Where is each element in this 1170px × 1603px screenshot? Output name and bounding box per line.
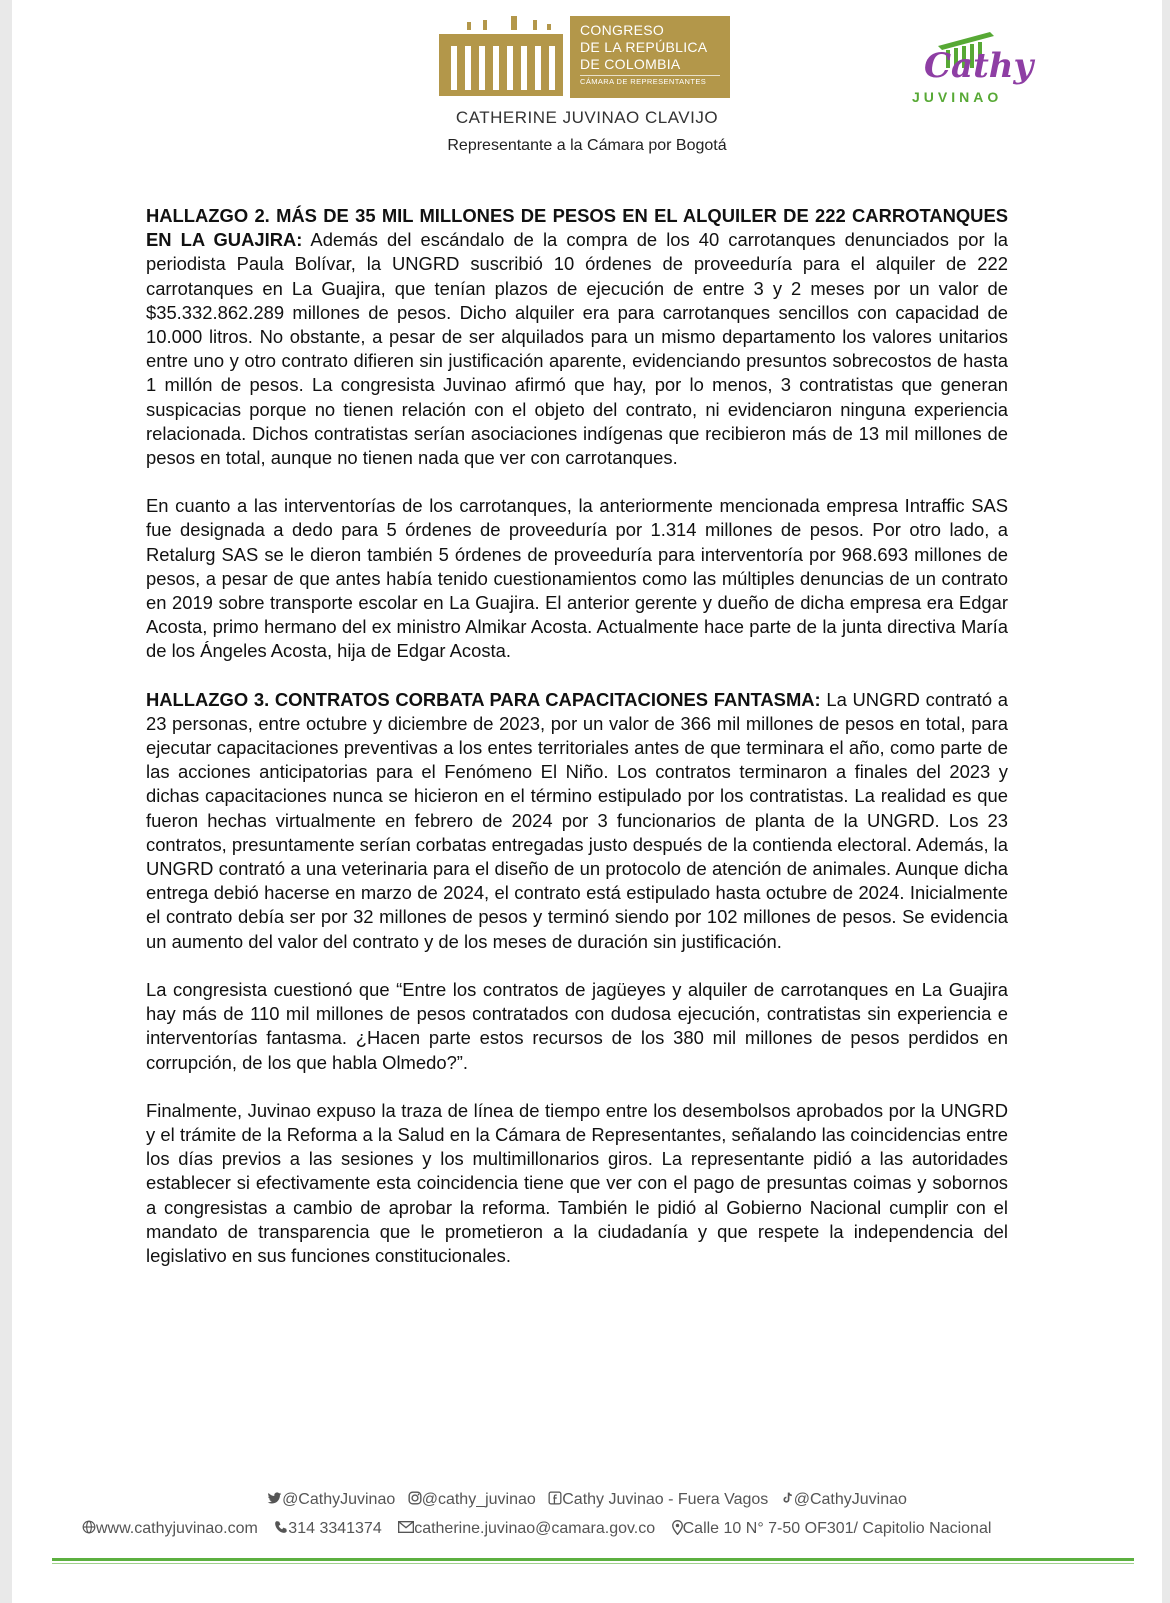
phone-link[interactable] [274,1520,386,1537]
capitol-building-icon [437,16,565,98]
representative-name: CATHERINE JUVINAO CLAVIJO [455,108,719,127]
instagram-link[interactable] [408,1491,541,1508]
congreso-line: DE COLOMBIA [580,56,681,72]
hallazgo-2-text: Además del escándalo de la compra de los 40 carrotanques denunciados por la periodista Paula Bolívar, la UNGRD suscribió 10 órdenes de proveeduría para el alquiler de 222 carrotanques en La Guajira, que tenían plazos de ejecución de entre 3 y 2 meses por un valor de $35.332.862.289 millones de pesos. Dicho alquiler era para carrotanques sencillos con capacidad de 10.000 litros. No obstante, a pesar de ser alquilados para un mismo departamento los valores unitarios entre uno y otro contrato difieren sin justificación aparente, evidenciando presuntos sobrecostos de hasta 1 millón de pesos. La congresista Juvinao afirmó que hay, por lo menos, 3 contratistas que generan suspicacias porque no tienen relación con el objeto del contrato, ni evidenciaron ninguna experiencia relacionada. Dichos contratistas serían asociaciones indígenas que recibieron más de 13 mil millones de pesos en total, aunque no tienen nada que ver con carrotanques. [146,229,1008,469]
website-link[interactable] [82,1520,262,1537]
location-icon [672,1520,683,1535]
tiktok-icon [781,1491,794,1505]
hallazgo-3-text: La UNGRD contrató a 23 personas, entre octubre y diciembre de 2023, por un valor de 366 mil millones de pesos en total, para ejecutar capacitaciones preventivas a los entes territoriales antes de que terminara el año, como parte de las acciones anticipatorias para el Fenómeno El Niño. Los contratos terminaron a finales del 2023 y dichas capacitaciones nunca se hicieron en el término estipulado por los contratistas. La realidad es que fueron hechas virtualmente en febrero de 2024 por 3 funcionarios de planta de la UNGRD. Los 23 contratos, presuntamente serían corbatas entregadas justo después de la contienda electoral. Además, la UNGRD contrató a una veterinaria para el diseño de un protocolo de atención de animales. Aunque dicha entrega debió hacerse en marzo de 2024, el contrato está estipulado hasta octubre de 2024. Inicialmente el contrato debía ser por 32 millones de pesos y terminó siendo por 102 millones de pesos. Se evidencia un aumento del valor del contrato y de los meses de duración sin justificación. [146,688,1008,952]
juvinao-logo-word: JUVINAO [912,89,1003,105]
mail-icon [398,1521,414,1533]
phone-number: 314 3341374 [288,1520,382,1537]
paragraph-interventorias: En cuanto a las interventorías de los carrotanques, la anteriormente mencionada empresa Intraffic SAS fue designada a dedo para 5 órdenes de proveeduría por 1.314 millones de pesos. Por otro lado, a Retalurg SAS se le dieron también 5 órdenes de proveeduría para interventoría por 968.693 millones de pesos, a pesar de que antes había tenido cuestionamientos como las múltiples denuncias de un contrato en 2019 sobre transporte escolar en La Guajira. El anterior gerente y dueño de dicha empresa era Edgar Acosta, primo hermano del ex ministro Almikar Acosta. Actualmente hace parte de la junta directiva María de los Ángeles Acosta, hija de Edgar Acosta. [146,495,1008,662]
footer-divider-thin [52,1563,1134,1564]
globe-icon [82,1520,96,1534]
footer-divider [52,1558,1134,1561]
paragraph-hallazgo-2 [146,204,1008,470]
congreso-line: CONGRESO [580,22,665,38]
instagram-icon [408,1491,422,1505]
email-address: catherine.juvinao@camara.gov.co [414,1520,656,1537]
twitter-icon [267,1492,282,1505]
cathy-logo-word: Cathy [924,46,1034,86]
twitter-handle: @CathyJuvinao [282,1491,396,1508]
facebook-link[interactable] [548,1491,772,1508]
contact-info [82,1520,1003,1538]
document-body [146,204,1008,1292]
facebook-icon [548,1491,562,1505]
social-links [12,1491,1162,1509]
congreso-line: DE LA REPÚBLICA [580,39,708,55]
tiktok-handle: @CathyJuvinao [793,1491,907,1508]
document-page [12,0,1162,1603]
hallazgo-3-heading: HALLAZGO 3. CONTRATOS CORBATA PARA CAPACITACIONES FANTASMA: [146,688,821,710]
congreso-logo [437,16,741,98]
twitter-link[interactable] [267,1491,400,1508]
paragraph-conclusion: Finalmente, Juvinao expuso la traza de línea de tiempo entre los desembolsos aprobados por la UNGRD y el trámite de la Reforma a la Salud en la Cámara de Representantes, señalando las coincidencias entre los días previos a las sesiones y los multimillonarios giros. La representante pidió a las autoridades establecer si efectivamente esta coincidencia tiene que ver con el pago de presuntas coimas y sobornos a congresistas a cambio de aprobar la reforma. También le pidió al Gobierno Nacional cumplir con el mandato de transparencia que le prometieron a la ciudadanía y que respete la independencia del legislativo en sus funciones constitucionales. [146,1099,1008,1266]
congreso-wordmark [570,16,730,98]
hallazgo-2-heading: HALLAZGO 2. MÁS DE 35 MIL MILLONES DE PESOS EN EL ALQUILER DE 222 CARROTANQUES EN LA GUAJIRA: [146,205,1008,251]
paragraph-quote: La congresista cuestionó que “Entre los contratos de jagüeyes y alquiler de carrotanques en La Guajira hay más de 110 mil millones de pesos contratados con dudosa ejecución, contratistas sin experiencia e interventorías fantasma. ¿Hacen parte estos recursos de los 380 mil millones de pesos perdidos en corrupción, de los que habla Olmedo?”. [146,978,1008,1073]
phone-icon [274,1520,288,1534]
address-info [672,1520,992,1537]
tiktok-link[interactable] [781,1491,907,1508]
instagram-handle: @cathy_juvinao [421,1491,536,1508]
website-url: www.cathyjuvinao.com [96,1520,258,1537]
facebook-name: Cathy Juvinao - Fuera Vagos [562,1491,769,1508]
paragraph-hallazgo-3 [146,688,1008,954]
representative-title: Representante a la Cámara por Bogotá [447,137,727,154]
email-link[interactable] [398,1520,659,1537]
congreso-subline: CÁMARA DE REPRESENTANTES [580,75,720,87]
address-text: Calle 10 N° 7-50 OF301/ Capitolio Nacional [682,1520,992,1537]
